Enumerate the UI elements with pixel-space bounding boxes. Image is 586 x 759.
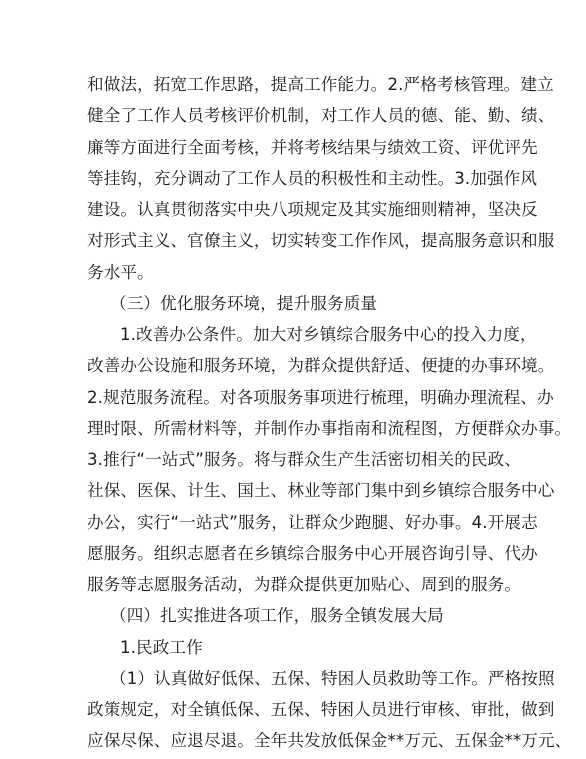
body-text-line: 1.改善办公条件。加大对乡镇综合服务中心的投入力度， (120, 325, 537, 344)
body-text-line: 建设。认真贯彻落实中央八项规定及其实施细则精神，坚决反 (87, 200, 538, 219)
body-text-line: 愿服务。组织志愿者在乡镇综合服务中心开展咨询引导、代办 (87, 544, 538, 563)
body-text-line: 办公，实行“一站式”服务，让群众少跑腿、好办事。4.开展志 (87, 513, 538, 532)
section-heading: （三）优化服务环境，提升服务质量 (110, 294, 378, 313)
body-text-line: 等挂钩，充分调动了工作人员的积极性和主动性。3.加强作风 (87, 169, 538, 188)
body-text-line: 2.规范服务流程。对各项服务事项进行梳理，明确办理流程、办 (87, 388, 554, 407)
body-text-line: 理时限、所需材料等，并制作办事指南和流程图，方便群众办事。 (87, 419, 572, 438)
body-text-line: 社保、医保、计生、国土、林业等部门集中到乡镇综合服务中心 (87, 481, 555, 500)
body-text-line: 3.推行“一站式”服务。将与群众生产生活密切相关的民政、 (87, 450, 522, 469)
subsection-heading: 1.民政工作 (120, 638, 203, 657)
body-text-line: 政策规定，对全镇低保、五保、特困人员进行审核、审批，做到 (87, 700, 555, 719)
body-text-line: 和做法，拓宽工作思路，提高工作能力。2.严格考核管理。建立 (87, 75, 554, 94)
body-text-line: 应保尽保、应退尽退。全年共发放低保金**万元、五保金**万元、 (87, 731, 572, 750)
body-text-line: 健全了工作人员考核评价机制，对工作人员的德、能、勤、绩、 (87, 106, 555, 125)
body-text-line: 改善办公设施和服务环境，为群众提供舒适、便捷的办事环境。 (87, 356, 555, 375)
body-text-line: 对形式主义、官僚主义，切实转变工作作风，提高服务意识和服 (87, 231, 555, 250)
body-text-line: （1）认真做好低保、五保、特困人员救助等工作。严格按照 (110, 669, 555, 688)
body-text-line: 务水平。 (87, 263, 154, 282)
body-text-line: 服务等志愿服务活动，为群众提供更加贴心、周到的服务。 (87, 575, 522, 594)
section-heading: （四）扎实推进各项工作，服务全镇发展大局 (110, 606, 444, 625)
body-text-line: 廉等方面进行全面考核，并将考核结果与绩效工资、评优评先 (87, 138, 538, 157)
